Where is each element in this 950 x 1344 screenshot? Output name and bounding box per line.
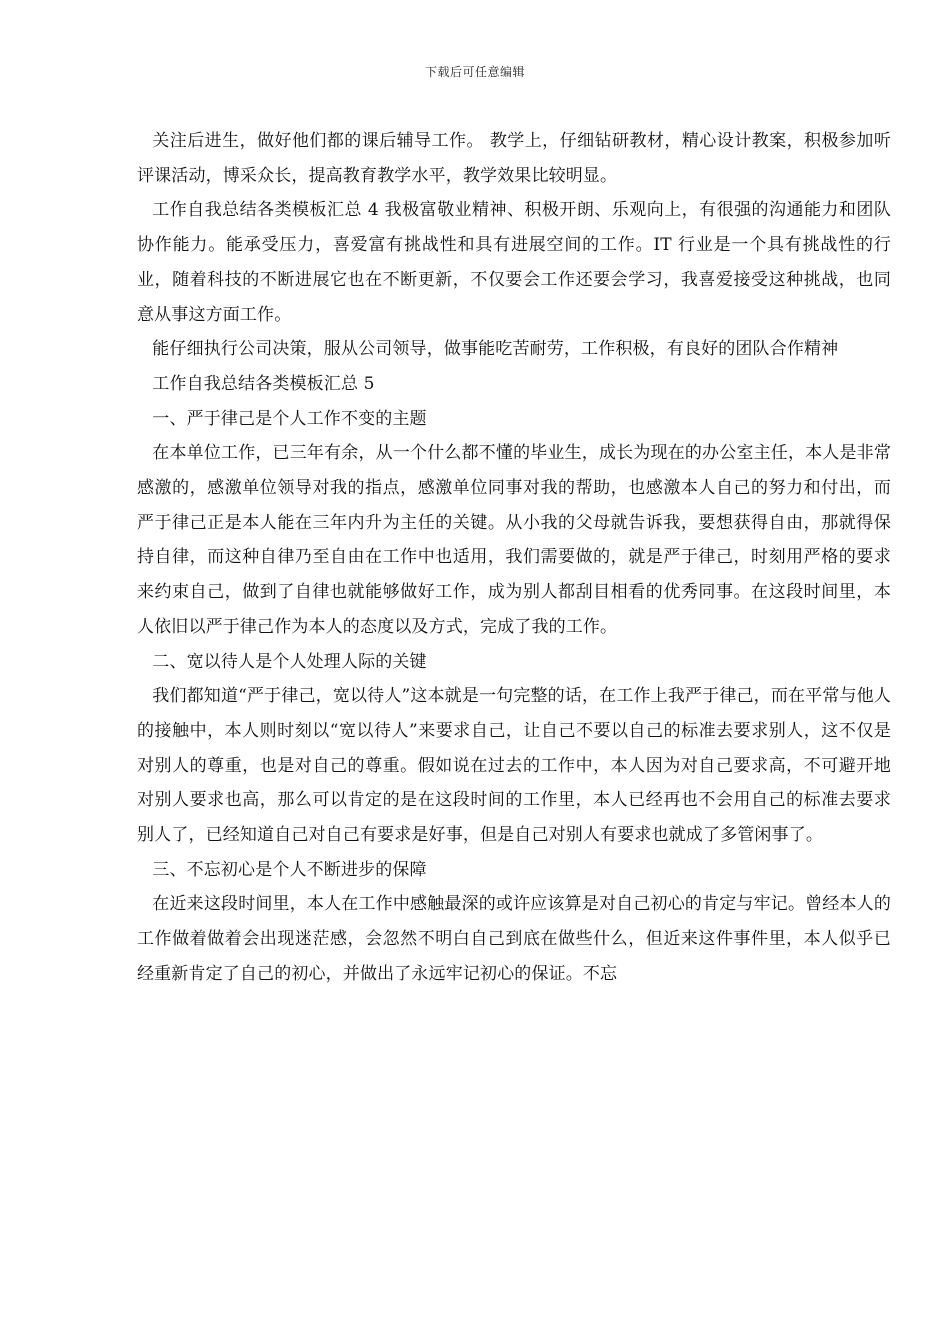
section-title: 工作自我总结各类模板汇总 5 — [152, 373, 375, 394]
document-body — [137, 124, 891, 992]
section-heading-3: 三、不忘初心是个人不断进步的保障 — [152, 859, 427, 880]
paragraph-2: 工作自我总结各类模板汇总 4 我极富敬业精神、积极开朗、乐观向上，有很强的沟通能力和团队协作能力。能承受压力，喜爱富有挑战性和具有进展空间的工作。IT 行业是一个具有挑战性的行业，随着科技的不断进展它也在不断更新，不仅要会工作还要会学习，我喜爱接受这种挑战，也同意从事这方面工作。 — [137, 200, 891, 325]
paragraph-1: 关注后进生，做好他们都的课后辅导工作。 教学上，仔细钻研教材，精心设计教案，积极参加听评课活动，博采众长，提高教育教学水平，教学效果比较明显。 — [137, 131, 891, 186]
section-heading-2: 二、宽以待人是个人处理人际的关键 — [152, 651, 427, 672]
paragraph-5: 我们都知道“严于律己，宽以待人”这本就是一句完整的话，在工作上我严于律己，而在平常与他人的接触中，本人则时刻以“宽以待人”来要求自己，让自己不要以自己的标准去要求别人，这不仅是对别人的尊重，也是对自己的尊重。假如说在过去的工作中，本人因为对自己要求高，不可避开地对别人要求也高，那么可以肯定的是在这段时间的工作里，本人已经再也不会用自己的标准去要求别人了，已经知道自己对自己有要求是好事，但是自己对别人有要求也就成了多管闲事了。 — [137, 686, 891, 846]
paragraph-6: 在近来这段时间里，本人在工作中感触最深的或许应该算是对自己初心的肯定与牢记。曾经本人的工作做着做着会出现迷茫感，会忽然不明白自己到底在做些什么，但近来这件事件里，本人似乎已经重新肯定了自己的初心，并做出了永远牢记初心的保证。不忘 — [137, 894, 891, 984]
page-header: 下载后可任意编辑 — [424, 65, 525, 79]
paragraph-3: 能仔细执行公司决策，服从公司领导，做事能吃苦耐劳，工作积极，有良好的团队合作精神 — [152, 339, 839, 360]
paragraph-4: 在本单位工作，已三年有余，从一个什么都不懂的毕业生，成长为现在的办公室主任，本人是非常感激的，感激单位领导对我的指点，感激单位同事对我的帮助，也感激本人自己的努力和付出，而严于律己正是本人能在三年内升为主任的关键。从小我的父母就告诉我，要想获得自由，那就得保持自律，而这种自律乃至自由在工作中也适用，我们需要做的，就是严于律己，时刻用严格的要求来约束自己，做到了自律也就能够做好工作，成为别人都刮目相看的优秀同事。在这段时间里，本人依旧以严于律己作为本人的态度以及方式，完成了我的工作。 — [137, 443, 891, 637]
section-heading-1: 一、严于律己是个人工作不变的主题 — [152, 408, 427, 429]
